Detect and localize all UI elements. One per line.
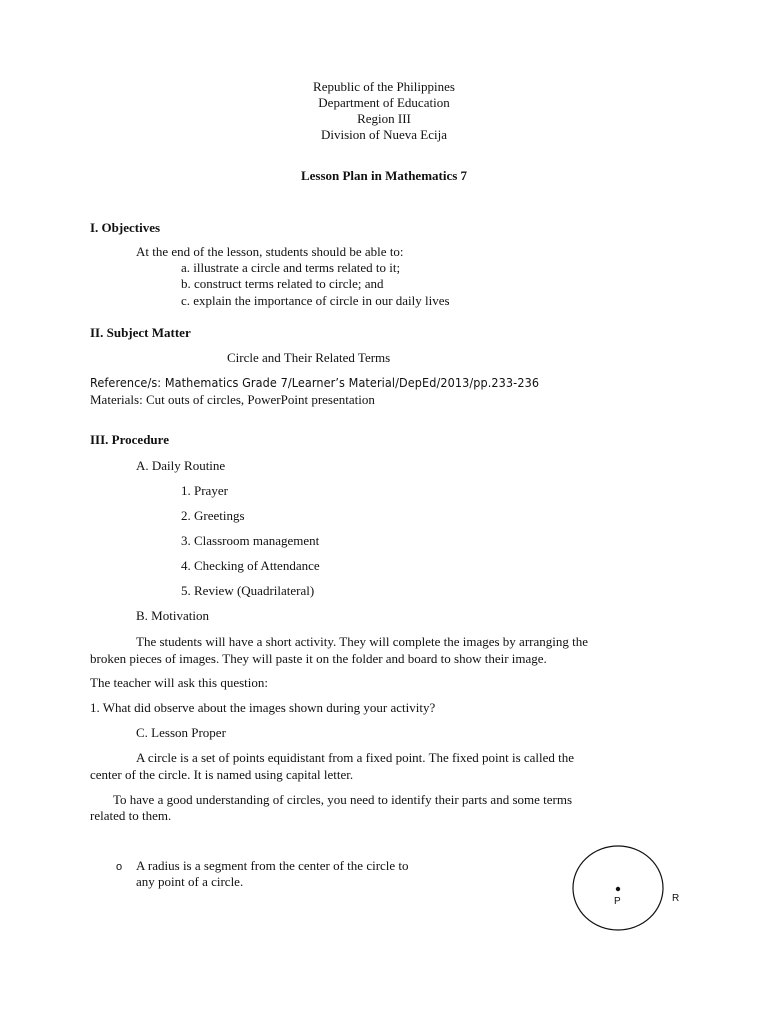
circle-figure — [560, 840, 700, 940]
motivation-question: 1. What did observe about the images shown during your activity? — [90, 700, 436, 715]
reference-line: Reference/s: Mathematics Grade 7/Learner’s Material/DepEd/2013/pp.233-236 — [90, 375, 540, 390]
point-label: R — [672, 893, 680, 904]
header-division: Division of Nueva Ecija — [321, 127, 447, 142]
routine-item: 2. Greetings — [181, 508, 245, 523]
routine-item: 4. Checking of Attendance — [181, 558, 320, 573]
motivation-label: B. Motivation — [136, 608, 209, 623]
question-intro: The teacher will ask this question: — [90, 675, 268, 690]
document-title: Lesson Plan in Mathematics 7 — [300, 168, 468, 183]
center-label: P — [614, 896, 621, 907]
routine-item: 1. Prayer — [181, 483, 228, 498]
subject-topic: Circle and Their Related Terms — [227, 350, 391, 365]
lesson-proper-label: C. Lesson Proper — [136, 725, 226, 740]
radius-definition-line: A radius is a segment from the center of the circle to — [136, 858, 409, 873]
materials-line: Materials: Cut outs of circles, PowerPoint presentation — [90, 392, 375, 407]
motivation-paragraph-line: The students will have a short activity. They will complete the images by arranging the — [136, 634, 588, 649]
routine-item: 3. Classroom management — [181, 533, 320, 548]
objective-item: c. explain the importance of circle in our daily lives — [181, 293, 450, 308]
parts-paragraph-line: related to them. — [90, 808, 172, 823]
header-department: Department of Education — [318, 95, 450, 110]
objective-item: b. construct terms related to circle; and — [181, 276, 384, 291]
procedure-heading: III. Procedure — [90, 432, 169, 447]
objectives-intro: At the end of the lesson, students should be able to: — [136, 244, 404, 259]
header-republic: Republic of the Philippines — [313, 79, 455, 94]
subject-matter-heading: II. Subject Matter — [90, 325, 191, 340]
bullet-marker: o — [116, 861, 123, 873]
parts-paragraph-line: To have a good understanding of circles, you need to identify their parts and some terms — [113, 792, 573, 807]
radius-definition-line: any point of a circle. — [136, 874, 244, 889]
objectives-heading: I. Objectives — [90, 220, 161, 235]
center-point — [616, 887, 620, 891]
circle-definition-line: center of the circle. It is named using capital letter. — [90, 767, 354, 782]
routine-item: 5. Review (Quadrilateral) — [181, 583, 315, 598]
motivation-paragraph-line: broken pieces of images. They will paste it on the folder and board to show their image. — [90, 651, 547, 666]
header-region: Region III — [357, 111, 411, 126]
circle-definition-line: A circle is a set of points equidistant from a fixed point. The fixed point is called the — [136, 750, 575, 765]
daily-routine-label: A. Daily Routine — [136, 458, 226, 473]
objective-item: a. illustrate a circle and terms related to it; — [181, 260, 401, 275]
